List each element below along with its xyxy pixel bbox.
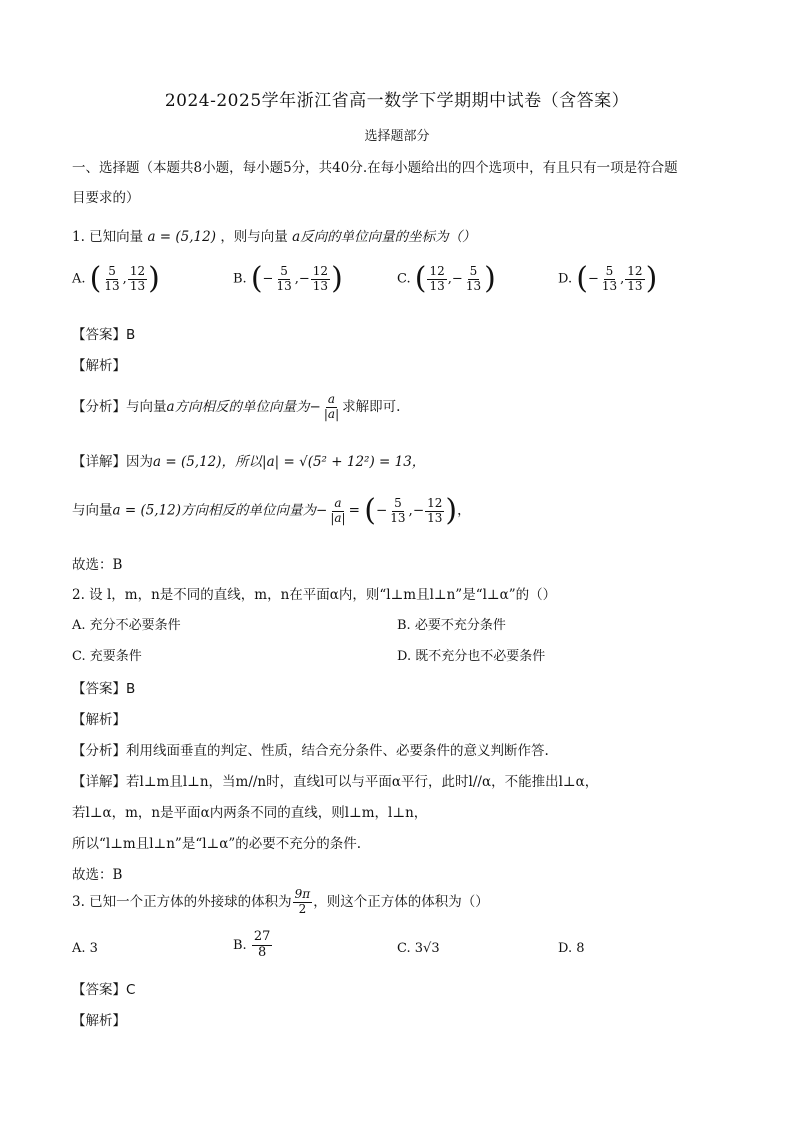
q3-stem-frac: [293, 888, 313, 917]
paren-left: (: [576, 261, 588, 296]
q3-option-b: [233, 930, 273, 961]
frac-num: 12: [627, 263, 643, 278]
option-label: C.: [397, 271, 411, 287]
q3-option-b-label: B.: [233, 937, 247, 953]
frac-den: 8: [257, 944, 267, 960]
frac-num: 5: [394, 495, 402, 510]
frac: [128, 265, 147, 294]
q1-detail2-eq: =: [348, 502, 360, 519]
frac-den: 13: [601, 278, 618, 293]
q3-answer: 【答案】C: [72, 982, 136, 998]
frac-num: a: [327, 392, 336, 406]
q2-choice: 故选：B: [72, 867, 123, 883]
option-label: B.: [233, 271, 247, 287]
q1-detail2-tail: ，: [457, 502, 471, 519]
frac: [274, 265, 293, 294]
q1-stem-post2: a反向的单位向量的坐标为（）: [292, 229, 476, 245]
paren-right: ): [645, 261, 658, 296]
frac: [388, 497, 407, 526]
paren-right: ): [484, 261, 496, 296]
q2-answer: 【答案】B: [72, 681, 136, 697]
q1-answer: 【答案】B: [72, 327, 136, 343]
frac-num: 5: [469, 263, 478, 278]
sign: −: [298, 271, 310, 287]
q2-stem: 2. 设 l，m，n是不同的直线，m，n在平面α内，则“l⊥m且l⊥n”是“l⊥α”的（）: [72, 587, 557, 603]
q3-option-c-label: C.: [397, 941, 411, 956]
q3-option-b-frac: [252, 930, 273, 961]
q3-option-d: D. 8: [558, 941, 585, 956]
frac-den: 13: [429, 278, 445, 293]
frac-den: 13: [427, 510, 443, 525]
frac-den: 13: [104, 278, 120, 293]
sign: −: [412, 502, 425, 519]
frac-den: |a|: [323, 406, 340, 421]
frac-num: 12: [129, 263, 146, 278]
frac-num: 9π: [294, 887, 311, 901]
paren-left: (: [414, 261, 427, 296]
q2-detail-1: 【详解】若l⊥m且l⊥n，当m//n时，直线l可以与平面α平行，此时l//α，不能推出l⊥α，: [72, 774, 599, 790]
q1-fenxi-frac: [322, 393, 341, 422]
frac: [102, 265, 121, 294]
frac-num: a: [334, 495, 342, 510]
frac-den: 2: [298, 901, 307, 916]
frac-num: 27: [253, 929, 271, 944]
q1-option-c: C. ( $\frac{12}{13}$ ,− $\frac{5}{13}$ ): [397, 261, 496, 296]
q2-detail-3: 所以“l⊥m且l⊥n”是“l⊥α”的必要不充分的条件.: [72, 836, 362, 852]
section-heading-cont: 目要求的）: [72, 190, 140, 206]
frac-den: 13: [465, 278, 482, 293]
q3-option-c: [397, 941, 440, 956]
q1-option-b: B. (− $\frac{5}{13}$ ,− $\frac{12}{13}$ ): [233, 261, 343, 296]
q1-stem-pre: 1. 已知向量: [72, 229, 144, 245]
q3-option-c-value: 3√3: [414, 941, 440, 956]
frac-num: 5: [605, 263, 614, 278]
q2-option-a: A. 充分不必要条件: [72, 618, 181, 633]
q1-detail-abs: |a| = √(5² + 12²) = 13，: [262, 454, 426, 470]
frac: [625, 265, 644, 294]
q3-stem-pre: 3. 已知一个正方体的外接球的体积为: [72, 893, 292, 910]
q3-option-a: A. 3: [72, 941, 98, 956]
q1-stem: [72, 225, 476, 245]
q3-stem-post: ，则这个正方体的体积为（）: [313, 893, 489, 910]
sign: −: [587, 271, 599, 287]
page-title: 2024-2025学年浙江省高一数学下学期期中试卷（含答案）: [164, 91, 630, 111]
frac-den: 13: [390, 510, 406, 525]
q1-vector: a = (5,12): [147, 229, 217, 245]
q3-stem: [72, 888, 489, 917]
frac-num: 5: [280, 263, 288, 278]
frac-num: 12: [427, 495, 443, 510]
q1-detail-1: [72, 450, 425, 470]
frac: [425, 497, 444, 526]
frac-num: 12: [429, 263, 445, 278]
q3-analysis-label: 【解析】: [72, 1013, 126, 1029]
option-label: D.: [558, 271, 573, 287]
frac-den: 13: [276, 278, 292, 293]
q1-detail-pre: 【详解】因为: [72, 454, 153, 470]
q1-fenxi-pre: 【分析】与向量: [72, 398, 167, 415]
frac: [464, 265, 483, 294]
frac: [600, 265, 619, 294]
q2-option-b: B. 必要不充分条件: [397, 618, 506, 633]
q1-detail-mid: a = (5,12)，所以: [153, 454, 263, 470]
frac-num: 12: [312, 263, 329, 278]
q2-detail-2: 若l⊥α，m，n是平面α内两条不同的直线，则l⊥m，l⊥n，: [72, 805, 428, 821]
sign: −: [375, 502, 388, 519]
sign: −: [451, 271, 463, 287]
q1-detail2-mid: a = (5,12)方向相反的单位向量为−: [112, 502, 328, 519]
frac-den: |a|: [330, 510, 346, 525]
q1-option-d: D. (− $\frac{5}{13}$ , $\frac{12}{13}$ ): [558, 261, 658, 296]
paren-right: ): [331, 261, 343, 296]
q1-detail2-frac: [328, 497, 347, 526]
paren-left: (: [89, 261, 102, 296]
q1-fenxi-end: 求解即可.: [342, 398, 401, 415]
option-label: A.: [72, 271, 86, 287]
paren-right: ): [445, 493, 458, 528]
frac-den: 13: [312, 278, 329, 293]
q1-option-a: A. ( $\frac{5}{13}$ , $\frac{12}{13}$ ): [72, 261, 160, 296]
q2-option-c: C. 充要条件: [72, 649, 142, 664]
section-heading: 一、选择题（本题共8小题，每小题5分，共40分.在每小题给出的四个选项中，有且只有一项是符合题: [72, 160, 678, 176]
frac-den: 13: [129, 278, 146, 293]
paren-left: (: [250, 261, 263, 296]
q2-option-d: D. 既不充分也不必要条件: [397, 649, 546, 664]
frac: [311, 265, 330, 294]
q2-analysis-label: 【解析】: [72, 712, 126, 728]
q1-analysis-label: 【解析】: [72, 358, 126, 374]
q1-stem-post: ，则与向量: [220, 229, 288, 245]
q1-fenxi-post: a方向相反的单位向量为−: [166, 398, 321, 415]
paren-right: ): [148, 261, 160, 296]
q1-choice: 故选：B: [72, 557, 123, 573]
sign: −: [262, 271, 274, 287]
q1-detail-2: 与向量a = (5,12)方向相反的单位向量为− $\frac{a}{|a|}$ = (− $\frac{5}{13}$ ,− $\frac{12}{13}$ )，: [72, 493, 471, 528]
q2-fenxi: 【分析】利用线面垂直的判定、性质，结合充分条件、必要条件的意义判断作答.: [72, 743, 549, 759]
q1-fenxi: [72, 393, 400, 422]
paren-left: (: [364, 493, 376, 528]
frac-den: 13: [627, 278, 643, 293]
q1-detail2-pre: 与向量: [72, 502, 113, 519]
section-subtitle: 选择题部分: [364, 129, 430, 144]
frac-num: 5: [108, 263, 116, 278]
frac: [427, 265, 446, 294]
